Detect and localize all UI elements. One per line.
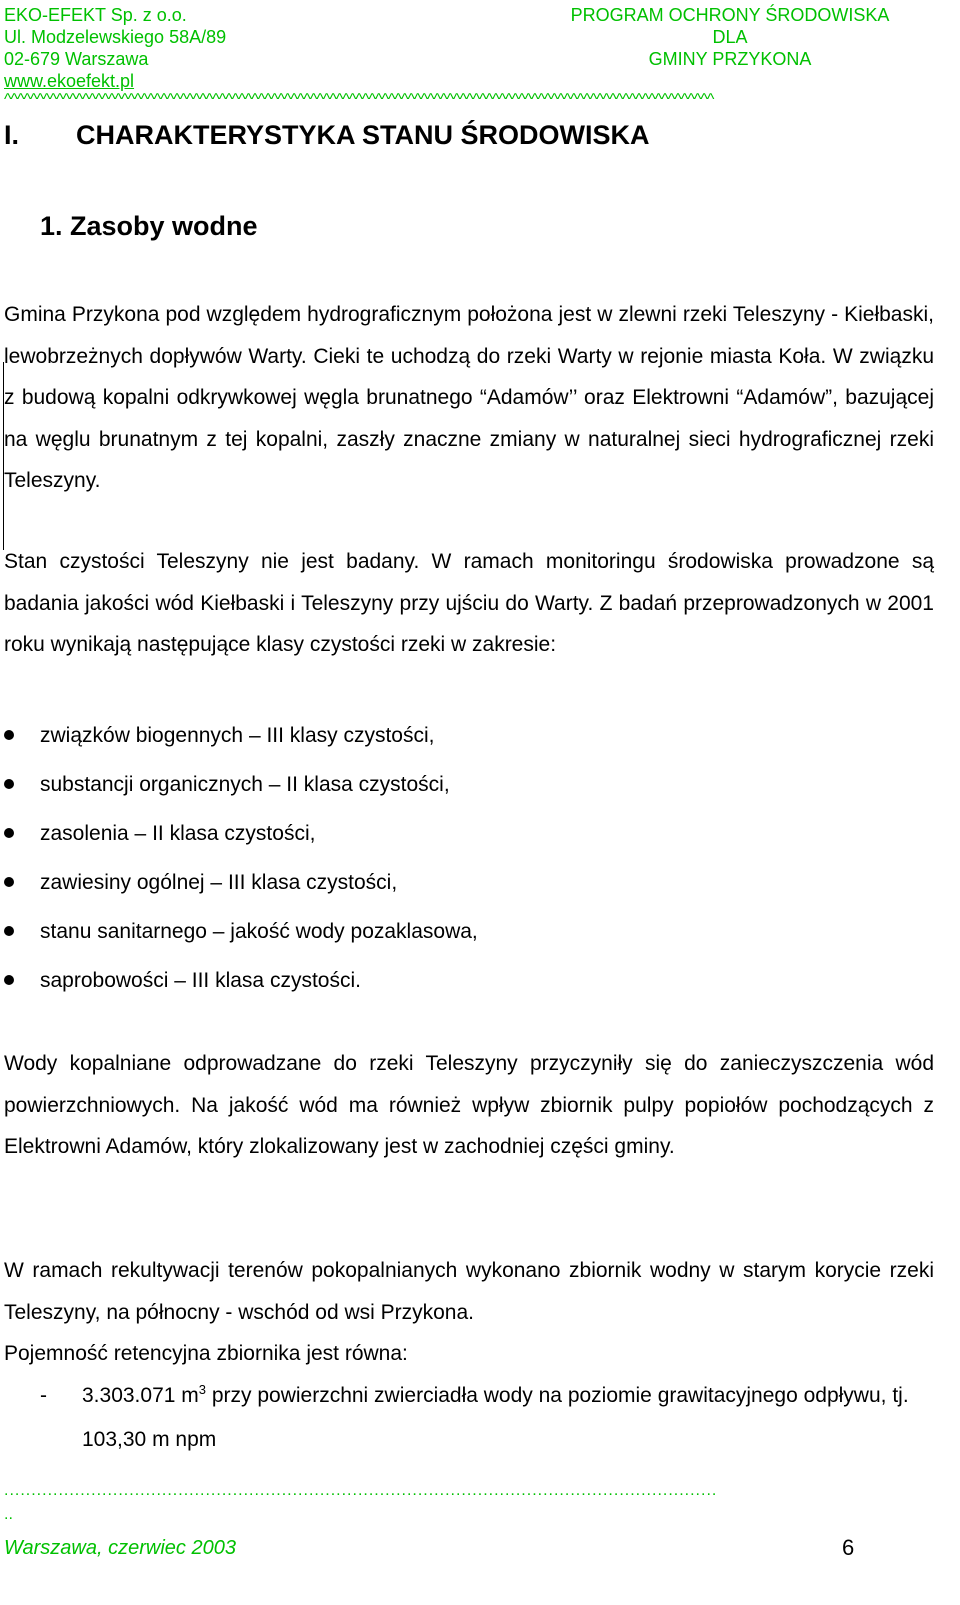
doc-title-line-3: GMINY PRZYKONA — [648, 49, 812, 69]
list-item: saprobowości – III klasa czystości. — [4, 956, 478, 1005]
capacity-text: 3.303.071 $m^3$ przy powierzchni zwierciadła wody na poziomie grawitacyjnego odpływu, tj. 103,30 m npm — [82, 1382, 909, 1451]
bullet-icon — [4, 730, 14, 740]
paragraph-hydrography: Gmina Przykona pod względem hydrograficznym położona jest w zlewni rzeki Teleszyny - Kiełbaski, lewobrzeżnych dopływów Warty. Cieki te uchodzą do rzeki Warty w rejonie miasta Koła. W związku z budową kopalni odkrywkowej węgla brunatnego “Adamów’’ oraz Elektrowni “Adamów”, bazującej na węglu brunatnym z tej kopalni, zaszły znaczne zmiany w naturalnej sieci hydrograficznej rzeki Teleszyny. — [4, 303, 934, 492]
superscript-exponent: 3 — [198, 1382, 206, 1397]
bullet-icon — [4, 975, 14, 985]
paragraph-capacity: Pojemność retencyjna zbiornika jest równa: — [4, 1342, 408, 1365]
paragraph-monitoring: Stan czystości Teleszyny nie jest badany. W ramach monitoringu środowiska prowadzone są badania jakości wód Kiełbaski i Teleszyny przy ujściu do Warty. Z badań przeprowadzonych w 2001 roku wynikają następujące klasy czystości rzeki w zakresie: — [4, 550, 934, 656]
list-item: zasolenia – II klasa czystości, — [4, 809, 478, 858]
page-number: 6 — [842, 1535, 855, 1560]
bullet-icon — [4, 926, 14, 936]
bullet-icon — [4, 877, 14, 887]
paragraph-mine-water: Wody kopalniane odprowadzane do rzeki Teleszyny przyczyniły się do zanieczyszczenia wód powierzchniowych. Na jakość wód ma również wpływ zbiornik pulpy popiołów pochodzących z Elektrowni Adamów, który zlokalizowany jest w zachodniej części gminy. — [4, 1052, 934, 1158]
dash-marker: - — [40, 1384, 47, 1407]
bullet-icon — [4, 828, 14, 838]
list-item: związków biogennych – III klasy czystości, — [4, 711, 478, 760]
capacity-item — [4, 1374, 934, 1462]
purity-classes-list — [4, 711, 478, 1005]
footer-place-date: Warszawa, czerwiec 2003 — [4, 1537, 236, 1559]
header-document-title — [560, 4, 900, 70]
section-heading — [4, 120, 650, 151]
section-title: CHARAKTERYSTYKA STANU ŚRODOWISKA — [76, 120, 650, 150]
footer-separator: ................................................................................................................................... — [4, 1482, 718, 1499]
section-number: I. — [4, 120, 20, 150]
company-name: EKO-EFEKT Sp. z o.o. — [4, 5, 187, 25]
doc-title-line-1: PROGRAM OCHRONY ŚRODOWISKA — [570, 5, 890, 25]
footer-separator-tail: .. — [4, 1506, 13, 1523]
company-website-link[interactable]: www.ekoefekt.pl — [4, 71, 135, 91]
header-company-block — [4, 4, 226, 92]
header-separator: ^^^^^^^^^^^^^^^^^^^^^^^^^^^^^^^^^^^^^^^^^^^^^^^^^^^^^^^^^^^^^^^^^^^^^^^^^^^^^^^^^^^^^^^^^^^^^^^^^^^^^^^^^^^^^ — [4, 92, 714, 108]
company-city: 02-679 Warszawa — [4, 49, 149, 69]
doc-title-line-2: DLA — [712, 27, 748, 47]
subsection-heading: 1. Zasoby wodne — [40, 211, 258, 241]
paragraph-reservoir: W ramach rekultywacji terenów pokopalnianych wykonano zbiornik wodny w starym korycie rzeki Teleszyny, na północny - wschód od wsi Przykona. — [4, 1259, 934, 1324]
list-item: zawiesiny ogólnej – III klasa czystości, — [4, 858, 478, 907]
list-item: substancji organicznych – II klasa czystości, — [4, 760, 478, 809]
company-street: Ul. Modzelewskiego 58A/89 — [4, 27, 227, 47]
bullet-icon — [4, 779, 14, 789]
list-item: stanu sanitarnego – jakość wody pozaklasowa, — [4, 907, 478, 956]
